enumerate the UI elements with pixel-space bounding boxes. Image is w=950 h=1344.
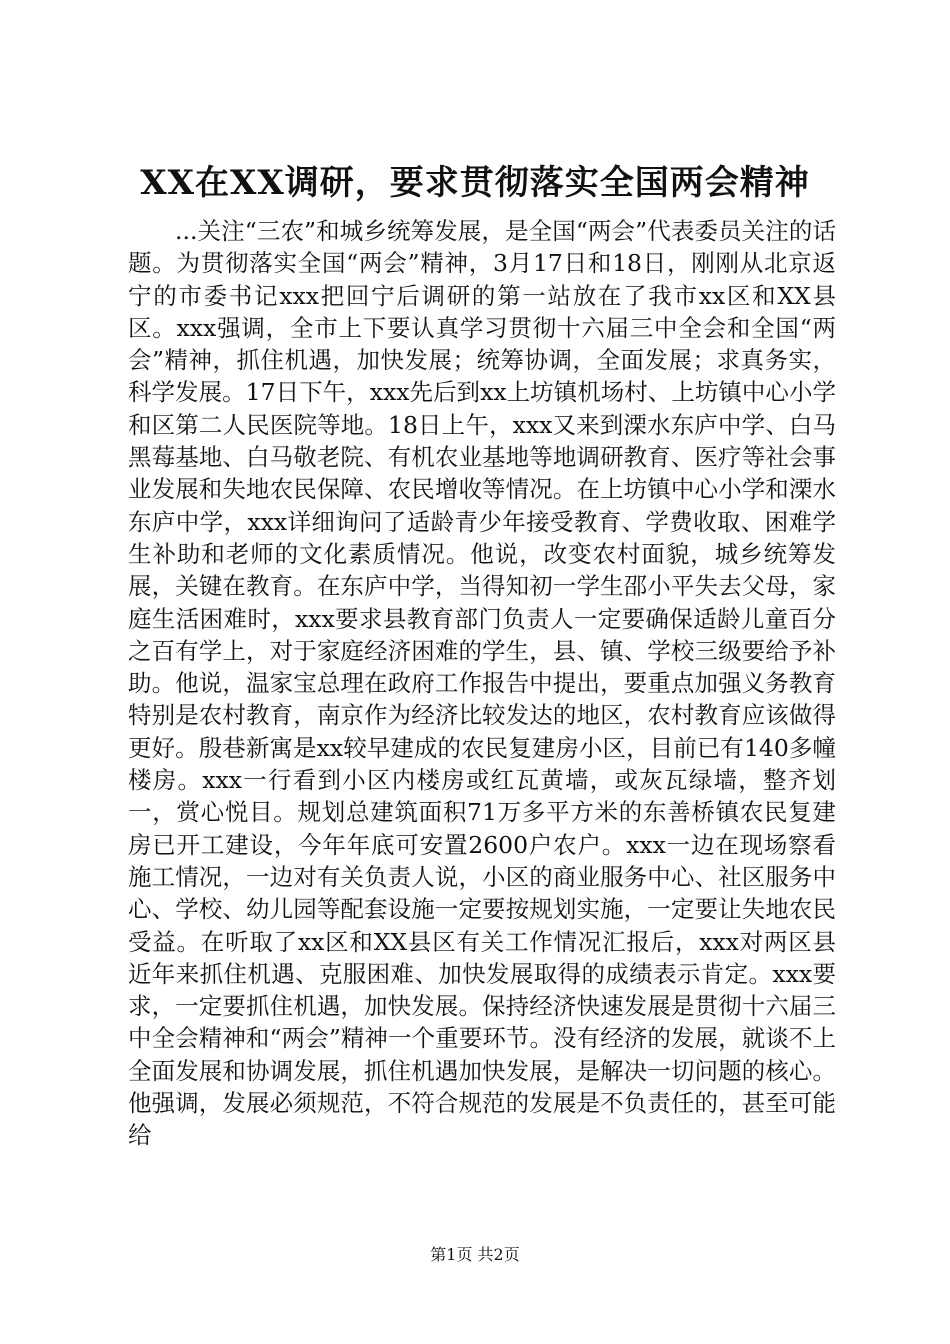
page-title: XX在XX调研，要求贯彻落实全国两会精神: [140, 163, 810, 203]
page-number-footer: 第1页 共2页: [430, 1245, 520, 1264]
body-paragraph: ...关注“三农”和城乡统筹发展，是全国“两会”代表委员关注的话题。为贯彻落实全国“两会”精神，3月17日和18日，刚刚从北京返宁的市委书记xxx把回宁后调研的第一站放在了我市xx区和XX县区。xxx强调，全市上下要认真学习贯彻十六届三中全会和全国“两会”精神，抓住机遇，加快发展；统筹协调，全面发展；求真务实，科学发展。17日下午，xxx先后到xx上坊镇机场村、上坊镇中心小学和区第二人民医院等地。18日上午，xxx又来到溧水东庐中学、白马黑莓基地、白马敬老院、有机农业基地等地调研教育、医疗等社会事业发展和失地农民保障、农民增收等情况。在上坊镇中心小学和溧水东庐中学，xxx详细询问了适龄青少年接受教育、学费收取、困难学生补助和老师的文化素质情况。他说，改变农村面貌，城乡统筹发展，关键在教育。在东庐中学，当得知初一学生邵小平失去父母，家庭生活困难时，xxx要求县教育部门负责人一定要确保适龄儿童百分之百有学上，对于家庭经济困难的学生，县、镇、学校三级要给予补助。他说，温家宝总理在政府工作报告中提出，要重点加强义务教育特别是农村教育，南京作为经济比较发达的地区，农村教育应该做得更好。殷巷新寓是xx较早建成的农民复建房小区，目前已有140多幢楼房。xxx一行看到小区内楼房或红瓦黄墙，或灰瓦绿墙，整齐划一，赏心悦目。规划总建筑面积71万多平方米的东善桥镇农民复建房已开工建设，今年年底可安置2600户农户。xxx一边在现场察看施工情况，一边对有关负责人说，小区的商业服务中心、社区服务中心、学校、幼儿园等配套设施一定要按规划实施，一定要让失地农民受益。在听取了xx区和XX县区有关工作情况汇报后，xxx对两区县近年来抓住机遇、克服困难、加快发展取得的成绩表示肯定。xxx要求，一定要抓住机遇，加快发展。保持经济快速发展是贯彻十六届三中全会精神和“两会”精神一个重要环节。没有经济的发展，就谈不上全面发展和协调发展，抓住机遇加快发展，是解决一切问题的核心。他强调，发展必须规范，不符合规范的发展是不负责任的，甚至可能给: [128, 217, 836, 1150]
